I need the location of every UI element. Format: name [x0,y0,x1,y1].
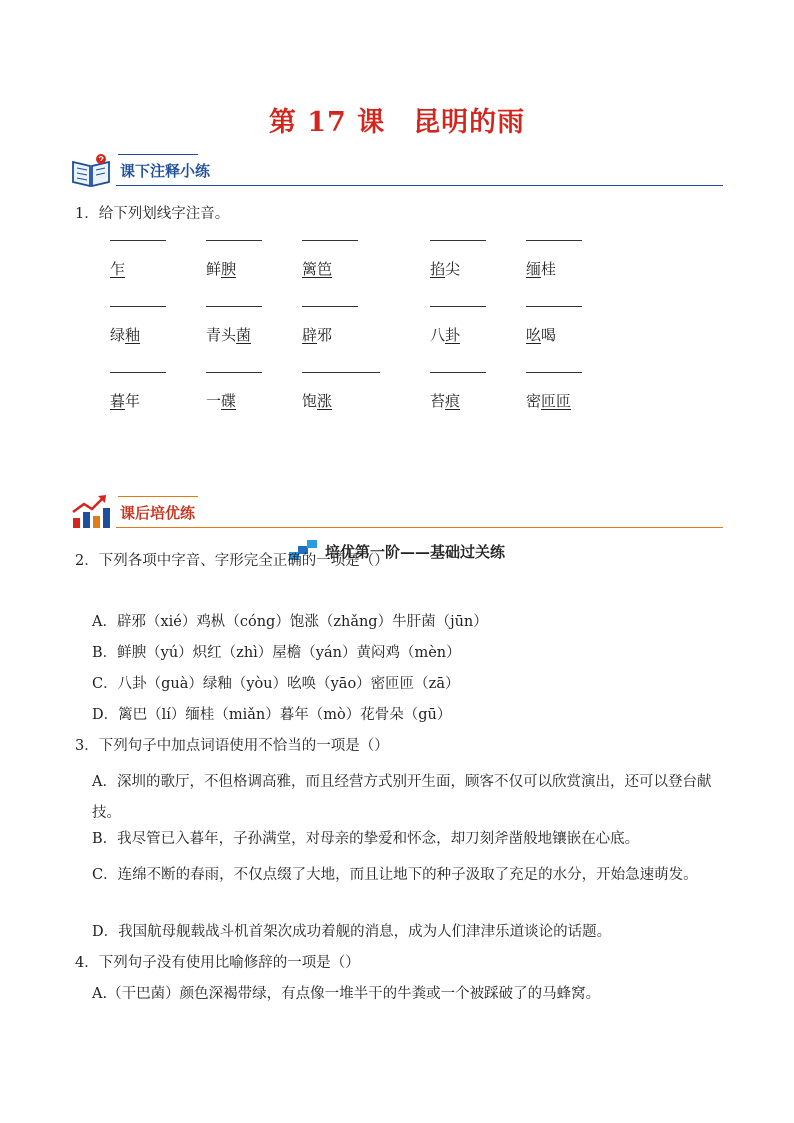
section-long-rule [116,185,723,186]
pinyin-item [206,240,286,279]
underlined-character: 匝匝 [541,392,572,410]
underlined-character: 卦 [445,326,461,344]
pinyin-word: 饱涨 [302,392,333,410]
pinyin-word: 暮年 [110,392,141,410]
underlined-character: 吆 [526,326,542,344]
section-short-rule [118,496,198,497]
pinyin-item [430,372,510,411]
pinyin-word [110,258,190,279]
pinyin-word [302,258,382,279]
question-1-stem: 1．给下列划线字注音。 [75,206,230,222]
underlined-character: 篱笆 [302,260,333,278]
section-short-rule [118,154,198,155]
underlined-character: 菌 [236,326,252,344]
pinyin-word-grid [110,240,630,440]
answer-blank[interactable] [110,372,166,373]
pinyin-word: 缅桂 [526,260,557,278]
question-3-stem: 3．下列句子中加点词语使用不恰当的一项是（） [75,738,389,754]
pinyin-word: 绿釉 [110,326,141,344]
section-header-practice [70,492,723,536]
pinyin-item [302,372,382,411]
question-2-option-d: D．篱巴（lí）缅桂（miǎn）暮年（mò）花骨朵（gū） [92,707,452,723]
underlined-character: 釉 [125,326,141,344]
pinyin-item [110,306,190,345]
underlined-character: 涨 [317,392,333,410]
question-2-stem: 2．下列各项中字音、字形完全正确的一项是（） [75,553,389,569]
section-label-practice: 课后培优练 [120,504,196,522]
answer-blank[interactable] [302,240,358,241]
question-2-option-c: C．八卦（guà）绿釉（yòu）吆唤（yāo）密匝匝（zā） [92,676,460,692]
answer-blank[interactable] [302,306,358,307]
pinyin-item [526,240,606,279]
answer-blank[interactable] [206,306,262,307]
pinyin-word: 掐尖 [430,260,461,278]
answer-blank[interactable] [526,240,582,241]
section-label-notes: 课下注释小练 [120,162,211,180]
question-2-option-b: B．鲜腴（yú）炽红（zhì）屋檐（yán）黄闷鸡（mèn） [92,645,461,661]
section-header-notes [70,150,723,194]
pinyin-word: 吆喝 [526,326,557,344]
pinyin-word: 密匝匝 [526,392,572,410]
question-4-option-a: A.（干巴菌）颜色深褐带绿，有点像一堆半干的牛粪或一个被踩破了的马蜂窝。 [92,986,601,1002]
question-4-stem: 4．下列句子没有使用比喻修辞的一项是（） [75,955,360,971]
question-3-option-c: C．连绵不断的春雨，不仅点缀了大地，而且让地下的种子汲取了充足的水分，开始急速萌发。 [92,867,698,883]
pinyin-item [302,240,382,279]
answer-blank[interactable] [110,240,166,241]
answer-blank[interactable] [430,240,486,241]
pinyin-item [110,240,190,279]
pinyin-item [526,306,606,345]
answer-blank[interactable] [206,372,262,373]
answer-blank[interactable] [430,306,486,307]
question-3-option-b: B．我尽管已入暮年，子孙满堂，对母亲的挚爱和怀念，却刀刻斧凿般地镶嵌在心底。 [92,831,640,847]
page-title: 第 17 课 昆明的雨 [268,107,526,138]
pinyin-item [206,372,286,411]
pinyin-item [430,240,510,279]
answer-blank[interactable] [430,372,486,373]
pinyin-word: 八卦 [430,326,461,344]
pinyin-word: 青头菌 [206,326,252,344]
question-3-option-d: D．我国航母舰载战斗机首架次成功着舰的消息，成为人们津津乐道谈论的话题。 [92,924,612,940]
pinyin-word: 苔痕 [430,392,461,410]
question-3-option-a: A．深圳的歌厅，不但格调高雅，而且经营方式别开生面，顾客不仅可以欣赏演出，还可以登台献技。 [92,774,712,821]
pinyin-word: 辟邪 [302,326,333,344]
section-long-rule [116,527,723,528]
underlined-character: 掐 [430,260,446,278]
question-2-option-a: A．辟邪（xié）鸡枞（cóng）饱涨（zhǎng）牛肝菌（jūn） [92,614,488,630]
underlined-character: 腴 [221,260,237,278]
pinyin-item [110,372,190,411]
underlined-character: 辟 [302,326,318,344]
answer-blank[interactable] [110,306,166,307]
pinyin-item [526,372,606,411]
bar-chart-growth-icon [70,492,112,532]
underlined-character: 乍 [110,260,126,278]
pinyin-item [430,306,510,345]
pinyin-word: 鲜腴 [206,260,237,278]
open-book-icon [70,150,112,190]
underlined-character: 碟 [221,392,237,410]
subsection-label: 培优第一阶——基础过关练 [324,543,505,561]
answer-blank[interactable] [526,306,582,307]
pinyin-item [302,306,382,345]
answer-blank[interactable] [526,372,582,373]
answer-blank[interactable] [302,372,380,373]
underlined-character: 暮 [110,392,126,410]
underlined-character: 缅 [526,260,542,278]
pinyin-word: 一碟 [206,392,237,410]
underlined-character: 痕 [445,392,461,410]
pinyin-item [206,306,286,345]
answer-blank[interactable] [206,240,262,241]
